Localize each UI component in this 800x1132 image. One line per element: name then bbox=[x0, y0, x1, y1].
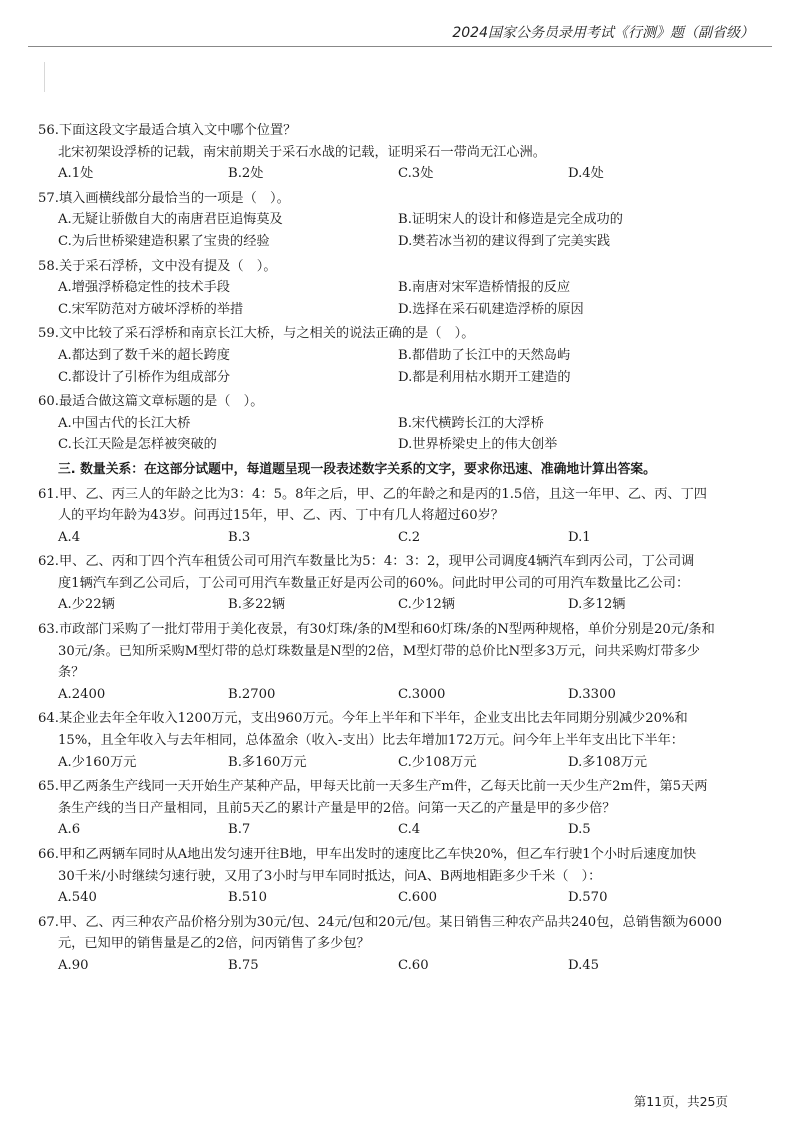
answer-option-d: D.多108万元 bbox=[568, 754, 648, 770]
question-stem bbox=[38, 708, 768, 730]
answer-option-c: C.长江天险是怎样被突破的 bbox=[58, 437, 217, 453]
question-60 bbox=[38, 391, 768, 456]
question-stem bbox=[38, 391, 768, 413]
option-row bbox=[38, 955, 768, 977]
scan-artifact bbox=[44, 62, 49, 92]
question-number: 59. bbox=[38, 326, 59, 342]
answer-option-b: B.75 bbox=[228, 957, 259, 973]
question-text: 15%，且全年收入与去年相同，总体盈余（收入-支出）比去年增加172万元。问今年上半年支出比下半年： bbox=[58, 733, 684, 749]
section-heading: 三. 数量关系：在这部分试题中，每道题呈现一段表述数字关系的文字，要求你迅速、准确地计算出答案。 bbox=[58, 461, 656, 477]
question-stem bbox=[38, 120, 768, 142]
answer-option-c: C.3000 bbox=[398, 686, 446, 702]
question-list bbox=[38, 120, 768, 980]
question-text: 度1辆汽车到乙公司后，丁公司可用汽车数量正好是丙公司的60%。问此时甲公司的可用汽车数量比乙公司： bbox=[58, 575, 690, 591]
question-number: 62. bbox=[38, 554, 59, 570]
answer-option-a: A.中国古代的长江大桥 bbox=[58, 415, 191, 431]
question-text: 市政部门采购了一批灯带用于美化夜景，有30灯珠/条的M型和60灯珠/条的N型两种规格，单价分别是20元/条和 bbox=[58, 622, 715, 638]
answer-option-d: D.樊若冰当初的建议得到了完美实践 bbox=[398, 233, 611, 249]
question-64 bbox=[38, 708, 768, 773]
answer-option-d: D.1 bbox=[568, 529, 591, 545]
question-text: 下面这段文字最适合填入文中哪个位置？ bbox=[58, 123, 297, 138]
option-row bbox=[38, 231, 768, 253]
question-stem-continued bbox=[38, 142, 768, 164]
question-number: 56. bbox=[38, 123, 59, 138]
question-text: 某企业去年全年收入1200万元，支出960万元。今年上半年和下半年，企业支出比去年同期分别减少20%和 bbox=[58, 711, 688, 727]
question-67 bbox=[38, 912, 768, 977]
question-number: 57. bbox=[38, 190, 59, 206]
question-stem-continued bbox=[38, 662, 768, 684]
question-number: 60. bbox=[38, 394, 59, 410]
answer-option-a: A.540 bbox=[58, 890, 97, 906]
answer-option-c: C.4 bbox=[398, 822, 421, 838]
question-number: 64. bbox=[38, 711, 59, 727]
answer-option-a: A.少22辆 bbox=[58, 597, 115, 613]
answer-option-a: A.1处 bbox=[58, 166, 94, 182]
question-65 bbox=[38, 776, 768, 841]
page-header-title: 2024国家公务员录用考试《行测》题（副省级） bbox=[452, 25, 754, 41]
question-62 bbox=[38, 551, 768, 616]
question-stem-continued bbox=[38, 730, 768, 752]
answer-option-a: A.无疑让骄傲自大的南唐君臣追悔莫及 bbox=[58, 212, 283, 228]
question-text: 甲、乙、丙三人的年龄之比为3：4：5。8年之后，甲、乙的年龄之和是丙的1.5倍，且这一年甲、乙、丙、丁四 bbox=[58, 486, 707, 502]
question-text: 30千米/小时继续匀速行驶，又用了3小时与甲车同时抵达，问A、B两地相距多少千米（ ）： bbox=[58, 868, 602, 884]
question-text: 甲乙两条生产线同一天开始生产某种产品，甲每天比前一天多生产m件，乙每天比前一天少生产2m件，第5天两 bbox=[58, 779, 708, 795]
option-row bbox=[38, 345, 768, 367]
question-stem bbox=[38, 188, 768, 210]
answer-option-c: C.少108万元 bbox=[398, 754, 477, 770]
question-stem-continued bbox=[38, 505, 768, 527]
answer-option-b: B.证明宋人的设计和修造是完全成功的 bbox=[398, 212, 623, 228]
question-text: 文中比较了采石浮桥和南京长江大桥，与之相关的说法正确的是（ ）。 bbox=[58, 326, 475, 342]
question-text: 关于采石浮桥，文中没有提及（ ）。 bbox=[58, 258, 277, 274]
question-stem bbox=[38, 844, 768, 866]
answer-option-c: C.都设计了引桥作为组成部分 bbox=[58, 369, 231, 385]
answer-option-b: B.宋代横跨长江的大浮桥 bbox=[398, 415, 544, 431]
option-row bbox=[38, 277, 768, 299]
answer-option-d: D.3300 bbox=[568, 686, 616, 702]
answer-option-a: A.都达到了数千米的超长跨度 bbox=[58, 347, 230, 363]
option-row bbox=[38, 413, 768, 435]
option-row bbox=[38, 163, 768, 185]
answer-option-b: B.多22辆 bbox=[228, 597, 286, 613]
answer-option-d: D.多12辆 bbox=[568, 597, 626, 613]
question-66 bbox=[38, 844, 768, 909]
answer-option-d: D.4处 bbox=[568, 166, 604, 182]
answer-option-b: B.南唐对宋军造桥情报的反应 bbox=[398, 280, 571, 296]
question-text: 人的平均年龄为43岁。问再过15年，甲、乙、丙、丁中有几人将超过60岁？ bbox=[58, 508, 504, 524]
answer-option-d: D.世界桥梁史上的伟大创举 bbox=[398, 437, 558, 453]
answer-option-b: B.都借助了长江中的天然岛屿 bbox=[398, 347, 571, 363]
answer-option-a: A.少160万元 bbox=[58, 754, 137, 770]
answer-option-b: B.3 bbox=[228, 529, 251, 545]
question-text: 元，已知甲的销售量是乙的2倍，问丙销售了多少包？ bbox=[58, 936, 370, 952]
answer-option-a: A.增强浮桥稳定性的技术手段 bbox=[58, 280, 230, 296]
answer-option-c: C.2 bbox=[398, 529, 421, 545]
question-stem bbox=[38, 323, 768, 345]
question-text: 甲、乙、丙和丁四个汽车租赁公司可用汽车数量比为5：4：3：2，现甲公司调度4辆汽车到丙公司，丁公司调 bbox=[58, 554, 695, 570]
answer-option-c: C.600 bbox=[398, 890, 437, 906]
answer-option-d: D.都是利用枯水期开工建造的 bbox=[398, 369, 571, 385]
answer-option-d: D.5 bbox=[568, 822, 591, 838]
question-number: 67. bbox=[38, 914, 59, 930]
question-stem bbox=[38, 484, 768, 506]
answer-option-a: A.4 bbox=[58, 529, 81, 545]
option-row bbox=[38, 594, 768, 616]
answer-option-b: B.多160万元 bbox=[228, 754, 307, 770]
option-row bbox=[38, 527, 768, 549]
answer-option-c: C.宋军防范对方破坏浮桥的举措 bbox=[58, 301, 244, 317]
question-63 bbox=[38, 619, 768, 705]
option-row bbox=[38, 752, 768, 774]
answer-option-a: A.90 bbox=[58, 957, 89, 973]
question-56 bbox=[38, 120, 768, 185]
question-text: 条生产线的当日产量相同，且前5天乙的累计产量是甲的2倍。问第一天乙的产量是甲的多少倍？ bbox=[58, 800, 616, 816]
question-text: 30元/条。已知所采购M型灯带的总灯珠数量是N型的2倍，M型灯带的总价比N型多3万元，问共采购灯带多少 bbox=[58, 643, 700, 659]
option-row bbox=[38, 299, 768, 321]
question-number: 65. bbox=[38, 779, 59, 795]
option-row bbox=[38, 887, 768, 909]
option-row bbox=[38, 209, 768, 231]
answer-option-b: B.2处 bbox=[228, 166, 264, 182]
question-stem bbox=[38, 912, 768, 934]
answer-option-c: C.60 bbox=[398, 957, 429, 973]
question-stem bbox=[38, 551, 768, 573]
question-stem-continued bbox=[38, 798, 768, 820]
question-stem bbox=[38, 619, 768, 641]
question-61 bbox=[38, 484, 768, 549]
question-stem-continued bbox=[38, 641, 768, 663]
question-number: 63. bbox=[38, 622, 59, 638]
page-number: 第11页，共25页 bbox=[633, 1094, 728, 1109]
question-stem-continued bbox=[38, 866, 768, 888]
question-stem bbox=[38, 256, 768, 278]
question-text: 北宋初架设浮桥的记载，南宋前期关于采石水战的记载，证明采石一带尚无江心洲。 bbox=[58, 144, 546, 160]
question-stem-continued bbox=[38, 933, 768, 955]
question-58 bbox=[38, 256, 768, 321]
answer-option-d: D.选择在采石矶建造浮桥的原因 bbox=[398, 301, 584, 317]
question-text: 甲和乙两辆车同时从A地出发匀速开往B地，甲车出发时的速度比乙车快20%，但乙车行驶1个小时后速度加快 bbox=[58, 847, 697, 862]
option-row bbox=[38, 367, 768, 389]
answer-option-c: C.3处 bbox=[398, 166, 434, 182]
option-row bbox=[38, 684, 768, 706]
answer-option-d: D.570 bbox=[568, 890, 608, 906]
question-stem-continued bbox=[38, 573, 768, 595]
question-text: 甲、乙、丙三种农产品价格分别为30元/包、24元/包和20元/包。某日销售三种农产品共240包，总销售额为6000 bbox=[58, 914, 723, 930]
question-stem bbox=[38, 776, 768, 798]
answer-option-b: B.2700 bbox=[228, 686, 276, 702]
question-number: 61. bbox=[38, 486, 59, 502]
question-text: 最适合做这篇文章标题的是（ ）。 bbox=[58, 394, 264, 410]
question-text: 条？ bbox=[58, 665, 85, 681]
question-59 bbox=[38, 323, 768, 388]
answer-option-b: B.7 bbox=[228, 822, 251, 838]
question-57 bbox=[38, 188, 768, 253]
option-row bbox=[38, 819, 768, 841]
question-number: 66. bbox=[38, 847, 59, 862]
question-number: 58. bbox=[38, 258, 59, 274]
answer-option-c: C.为后世桥梁建造积累了宝贵的经验 bbox=[58, 233, 270, 249]
answer-option-a: A.2400 bbox=[58, 686, 106, 702]
header-divider bbox=[28, 46, 772, 47]
answer-option-c: C.少12辆 bbox=[398, 597, 455, 613]
option-row bbox=[38, 434, 768, 456]
answer-option-d: D.45 bbox=[568, 957, 600, 973]
answer-option-a: A.6 bbox=[58, 822, 81, 838]
answer-option-b: B.510 bbox=[228, 890, 268, 906]
question-text: 填入画横线部分最恰当的一项是（ ）。 bbox=[58, 190, 290, 206]
